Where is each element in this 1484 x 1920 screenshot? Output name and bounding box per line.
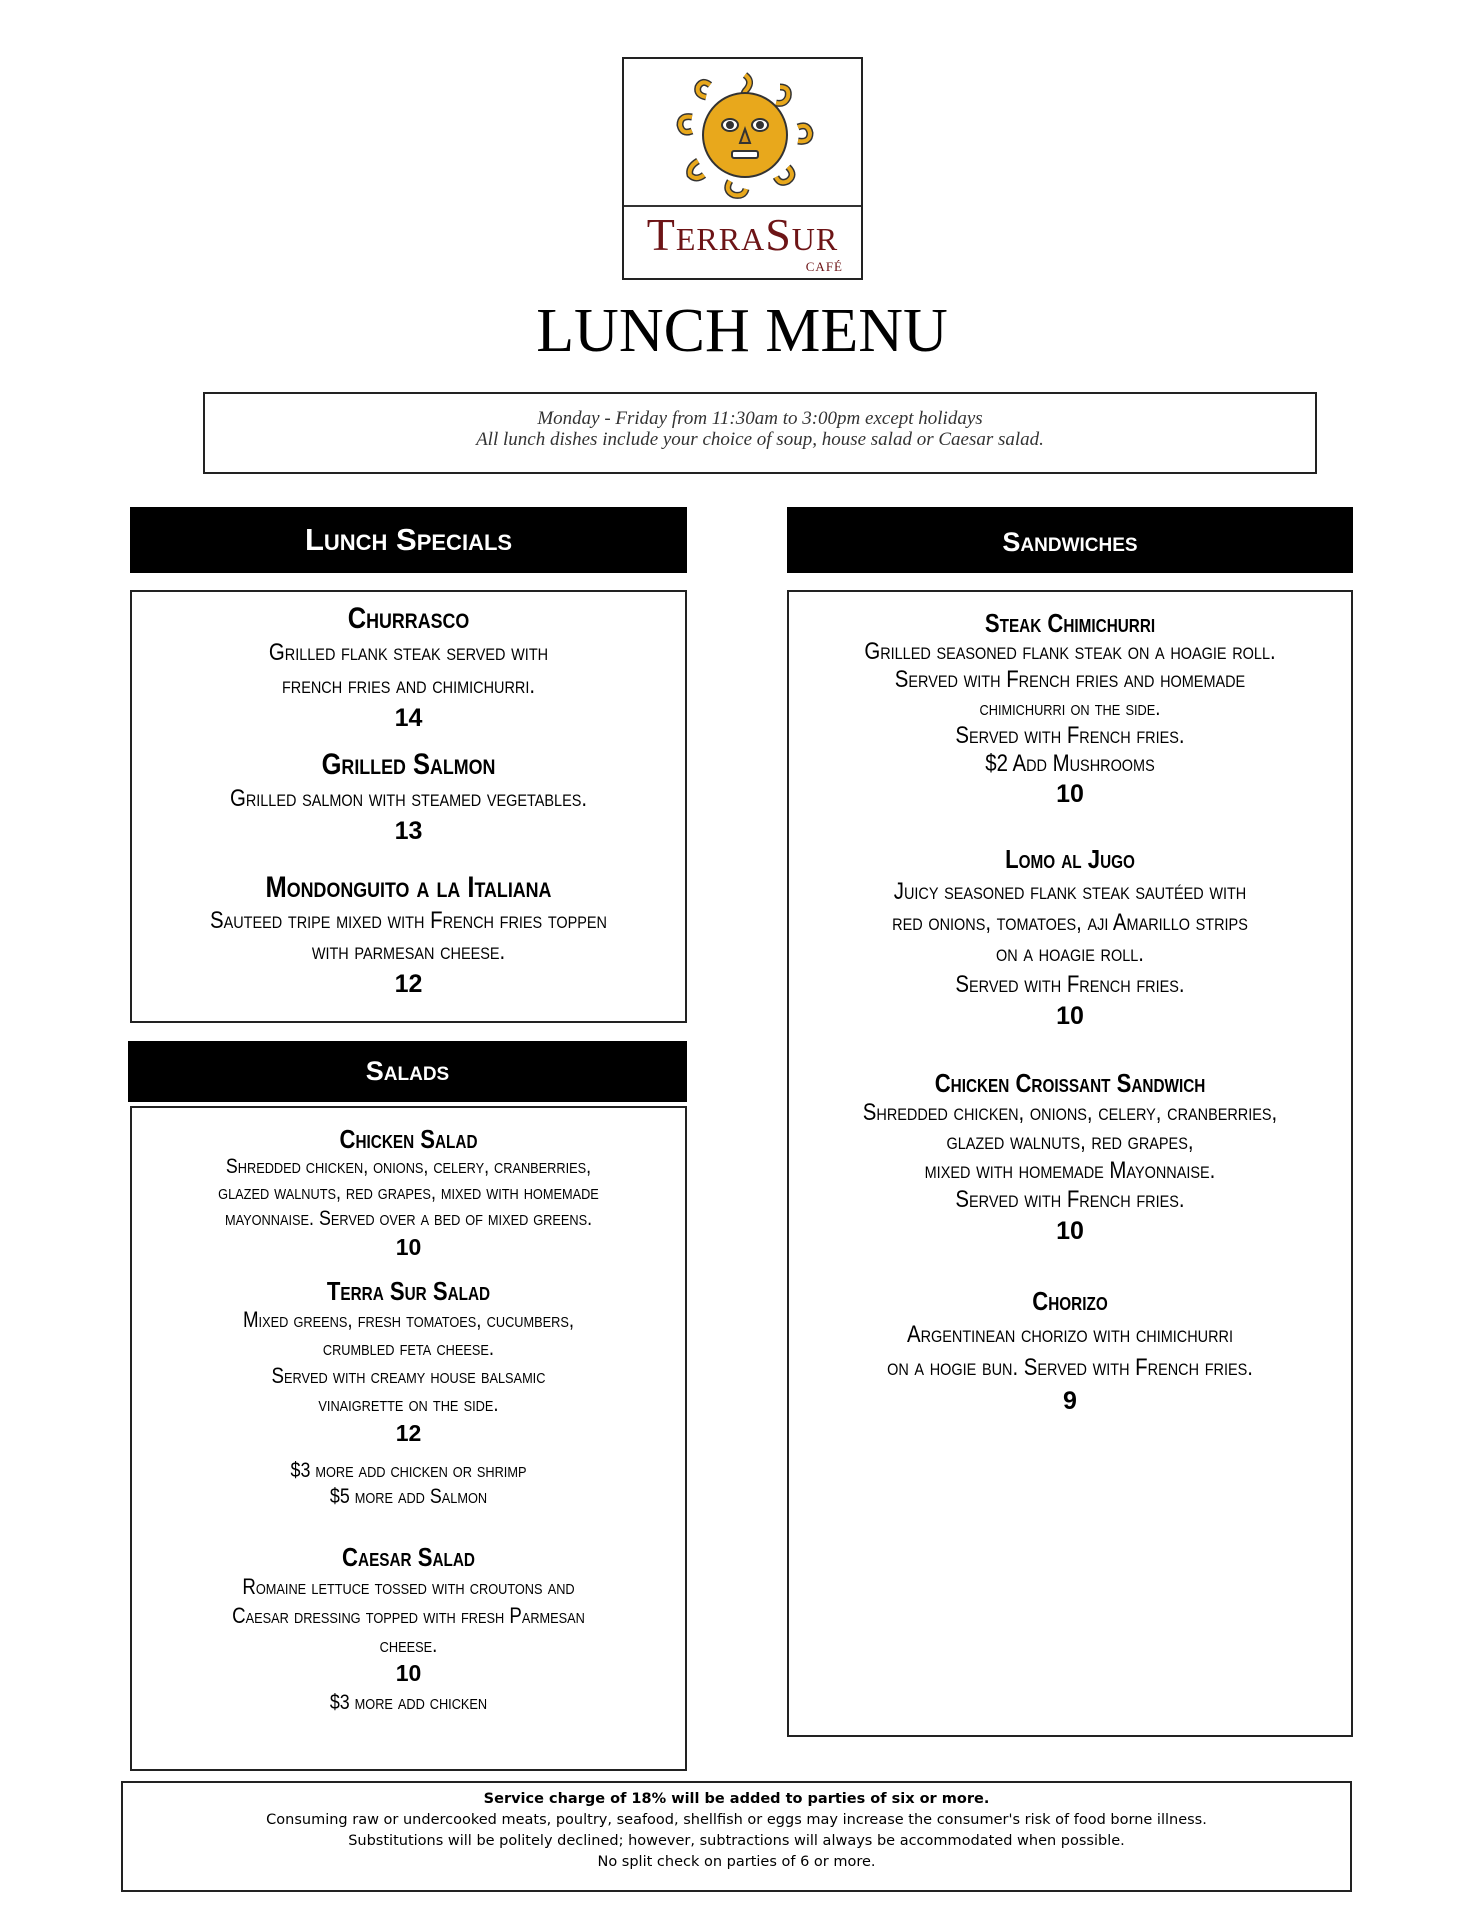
split-check-note: No split check on parties of 6 or more. — [597, 1854, 876, 1870]
item-desc-line: Shredded chicken, onions, celery, cranberries, — [225, 1155, 592, 1178]
item-desc-line: Shredded chicken, onions, celery, cranberries, — [862, 1099, 1278, 1126]
item-desc-line: crumbled feta cheese. — [322, 1335, 495, 1360]
item-desc-line: chimichurri on the side. — [979, 695, 1161, 720]
logo-divider — [624, 205, 861, 207]
item-extra-line: $3 more add chicken — [329, 1691, 488, 1714]
menu-item-caesar-salad — [132, 1542, 685, 1717]
item-desc-line: on a hoagie roll. — [996, 940, 1144, 967]
item-desc-line: Served with French fries and homemade — [894, 666, 1246, 693]
substitutions-note: Substitutions will be politely declined; however, subtractions will always be accommodated when possible. — [348, 1833, 1125, 1849]
item-price: 13 — [394, 817, 423, 845]
item-name: Chicken Croissant Sandwich — [934, 1068, 1206, 1098]
item-name: Terra Sur Salad — [326, 1276, 491, 1306]
item-desc-line: Caesar dressing topped with fresh Parmesan — [232, 1603, 585, 1628]
item-name: Lomo al Jugo — [1005, 844, 1135, 874]
item-desc-line: Grilled flank steak served with — [268, 639, 549, 666]
item-desc-line: Argentinean chorizo with chimichurri — [906, 1321, 1234, 1348]
item-price: 10 — [1056, 780, 1084, 808]
item-desc-line: vinaigrette on the side. — [318, 1391, 499, 1416]
hours-line: Monday - Friday from 11:30am to 3:00pm except holidays — [537, 408, 983, 429]
food-safety-note: Consuming raw or undercooked meats, poultry, seafood, shellfish or eggs may increase the consumer's risk of food borne illness. — [266, 1812, 1207, 1828]
sun-face-icon — [670, 69, 820, 199]
lunch-specials-heading: Lunch Specials — [130, 507, 687, 573]
item-desc-line: mayonnaise. Served over a bed of mixed greens. — [224, 1207, 593, 1230]
restaurant-logo — [622, 57, 863, 280]
item-desc-line: with parmesan cheese. — [311, 938, 506, 965]
salads-box — [130, 1106, 687, 1771]
menu-item-mondonguito — [132, 871, 685, 1001]
logo-cafe-label: CAFÉ — [805, 259, 843, 274]
hours-notice — [203, 392, 1317, 474]
item-desc-line: cheese. — [379, 1632, 438, 1657]
item-desc-line: glazed walnuts, red grapes, mixed with homemade — [218, 1181, 599, 1204]
item-price: 12 — [395, 1420, 422, 1446]
item-name: Grilled Salmon — [321, 748, 496, 781]
menu-item-chicken-croissant — [789, 1068, 1351, 1248]
item-desc-line: Grilled salmon with steamed vegetables. — [229, 785, 588, 812]
item-name: Chicken Salad — [339, 1124, 478, 1154]
item-name: Mondonguito a la Italiana — [265, 871, 552, 904]
menu-item-chorizo — [789, 1284, 1351, 1418]
salads-heading: Salads — [128, 1041, 687, 1102]
item-price: 10 — [395, 1234, 422, 1260]
logo-wordmark: TerraSur — [646, 209, 839, 260]
item-extra-line: $5 more add Salmon — [329, 1485, 488, 1508]
menu-item-terra-sur-salad — [132, 1276, 685, 1510]
menu-item-steak-chimichurri — [789, 608, 1351, 810]
included-sides-line: All lunch dishes include your choice of soup, house salad or Caesar salad. — [476, 429, 1044, 450]
item-extra-line: $3 more add chicken or shrimp — [290, 1459, 527, 1482]
item-desc-line: Juicy seasoned flank steak sautéed with — [893, 878, 1247, 905]
item-desc-line: Grilled seasoned flank steak on a hoagie roll. — [864, 638, 1276, 665]
item-name: Steak Chimichurri — [984, 608, 1156, 638]
item-price: 10 — [1056, 1217, 1084, 1245]
item-desc-line: Sauteed tripe mixed with French fries toppen — [209, 907, 608, 934]
item-price: 12 — [394, 970, 423, 998]
menu-item-grilled-salmon — [132, 748, 685, 847]
service-charge-note: Service charge of 18% will be added to parties of six or more. — [483, 1791, 990, 1807]
menu-item-lomo-al-jugo — [789, 842, 1351, 1032]
policy-footer — [121, 1781, 1352, 1892]
item-desc-line: Mixed greens, fresh tomatoes, cucumbers, — [242, 1307, 575, 1332]
item-desc-line: french fries and chimichurri. — [281, 672, 536, 699]
menu-item-churrasco — [132, 602, 685, 734]
item-desc-line: Served with French fries. — [955, 722, 1185, 749]
item-desc-line: Romaine lettuce tossed with croutons and — [242, 1574, 575, 1599]
menu-item-chicken-salad — [132, 1124, 685, 1262]
lunch-specials-box — [130, 590, 687, 1023]
item-price: 14 — [394, 704, 423, 732]
item-price: 10 — [395, 1660, 422, 1686]
item-price: 9 — [1063, 1387, 1077, 1415]
item-desc-line: red onions, tomatoes, aji Amarillo strips — [892, 909, 1248, 936]
item-name: Caesar Salad — [342, 1542, 475, 1572]
sandwiches-heading: Sandwiches — [787, 507, 1353, 573]
item-desc-line: Served with French fries. — [955, 1186, 1185, 1213]
item-desc-line: glazed walnuts, red grapes, — [946, 1128, 1194, 1155]
page-title: LUNCH MENU — [536, 297, 948, 365]
item-name: Churrasco — [347, 602, 470, 635]
item-name: Chorizo — [1032, 1286, 1108, 1316]
item-desc-line: mixed with homemade Mayonnaise. — [924, 1157, 1216, 1184]
sandwiches-box — [787, 590, 1353, 1737]
item-desc-line: $2 Add Mushrooms — [985, 750, 1155, 777]
item-desc-line: Served with French fries. — [955, 971, 1185, 998]
item-desc-line: on a hogie bun. Served with French fries. — [887, 1354, 1253, 1381]
item-desc-line: Served with creamy house balsamic — [271, 1363, 546, 1388]
item-price: 10 — [1056, 1002, 1084, 1030]
